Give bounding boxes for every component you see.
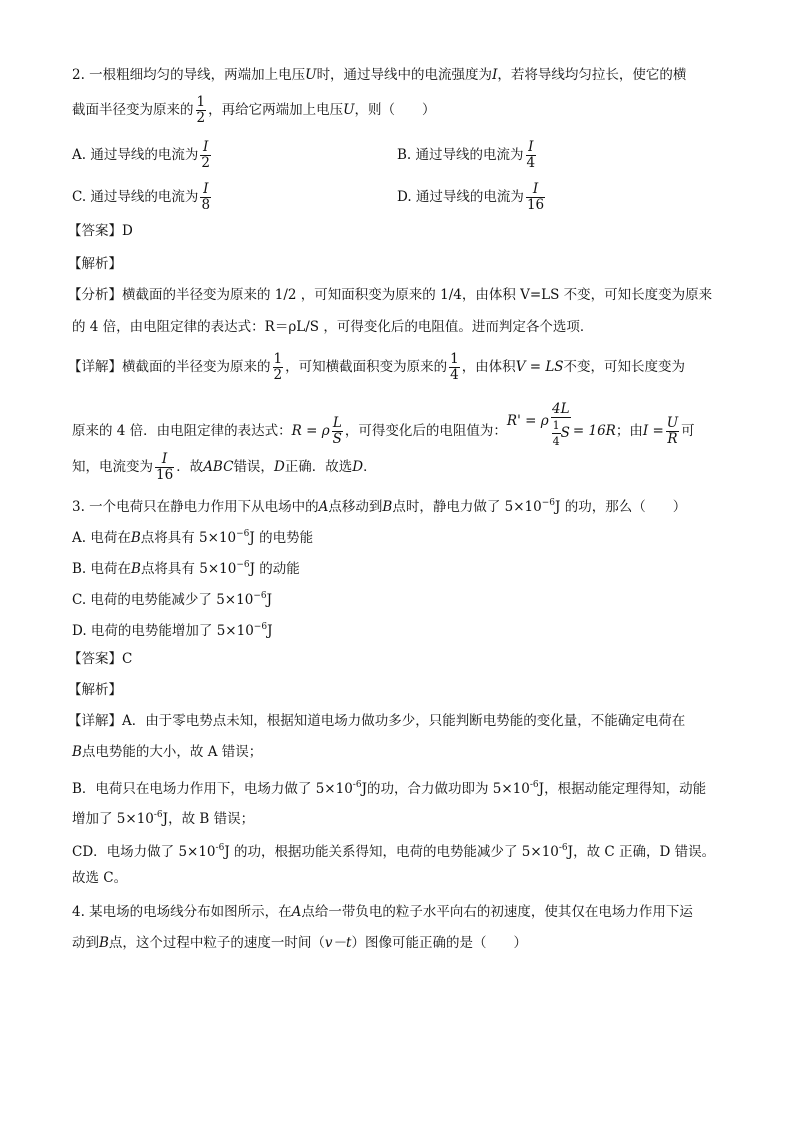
q3-detail-2: B点电势能的大小，故 A 错误；: [72, 744, 263, 760]
q2-fenxi-1: 【分析】横截面的半径变为原来的 1/2 ，可知面积变为原来的 1/4，由体积 V=LS 不变，可知长度变为原来: [68, 287, 713, 303]
q4-stem-1: 4. 某电场的电场线分布如图所示，在A点给一带负电的粒子水平向右的初速度，使其仅在电场力作用下运: [72, 904, 693, 920]
q3-detail-4: 增加了 $5\times 10^{-6}J$，故 B 错误；: [72, 810, 255, 827]
q3-analysis-tag: 【解析】: [68, 682, 122, 698]
q3-detail-3: B．电荷只在电场力作用下，电场力做了 $5\times 10^{-6}J$的功，合力做功即为 $5\times 10^{-6}J$，根据动能定理得知，动能: [72, 780, 707, 797]
q3-answer: 【答案】C: [68, 651, 133, 667]
q3-option-d: D. 电荷的电势能增加了 $5\times 10^{-6}J$: [72, 622, 273, 639]
q2-fenxi-2: 的 4 倍，由电阻定律的表达式：R＝ρL/S ，可得变化后的电阻值。进而判定各个选项．: [72, 319, 594, 335]
q2-stem-line-1: 2. 一根粗细均匀的导线，两端加上电压U时，通过导线中的电流强度为I，若将导线均匀拉长，使它的横: [72, 67, 687, 83]
q2-option-b: B. 通过导线的电流为 $\frac{I}{4}$: [397, 139, 536, 171]
q3-detail-1: 【详解】A．由于零电势点未知，根据知道电场力做功多少，只能判断电势能的变化量，不能确定电荷在: [68, 713, 686, 729]
q2-detail-3: 知，电流变为 $\frac{I}{16}$ ．故ABC错误，D正确．故选D．: [72, 451, 377, 483]
q2-analysis-tag: 【解析】: [68, 256, 122, 272]
q3-option-c: C. 电荷的电势能减少了 $5\times 10^{-6}J$: [72, 591, 273, 608]
q3-stem: 3. 一个电荷只在静电力作用下从电场中的A点移动到B点时，静电力做了 $5\times 10^{-6}J$ 的功，那么（ ）: [72, 498, 687, 515]
q3-detail-6: 故选 C。: [72, 870, 128, 886]
q3-option-a: A. 电荷在B点将具有 $5\times 10^{-6}J$ 的电势能: [72, 529, 314, 546]
q4-stem-2: 动到B点，这个过程中粒子的速度一时间（v－t）图像可能正确的是（ ）: [72, 935, 527, 951]
q2-option-c: C. 通过导线的电流为 $\frac{I}{8}$: [72, 181, 211, 213]
q2-detail-2: 原来的 4 倍．由电阻定律的表达式：R = ρ $\frac{L}{S}$ ，可得变化后的电阻值为：R' = ρ 4L $\frac{1}{4}$ S = 16R；由I = $\frac{U}{R}$ 可: [72, 401, 695, 448]
q3-detail-5: CD．电场力做了 $5\times 10^{-6}J$ 的功，根据功能关系得知，电荷的电势能减少了 $5\times 10^{-6}J$，故 C 正确，D 错误。: [72, 843, 716, 860]
q2-option-d: D. 通过导线的电流为 $\frac{I}{16}$: [397, 181, 545, 213]
q2-option-a: A. 通过导线的电流为 $\frac{I}{2}$: [72, 139, 210, 171]
q2-detail-1: 【详解】横截面的半径变为原来的 $\frac{1}{2}$ ，可知横截面积变为原来的 $\frac{1}{4}$ ，由体积V = LS不变，可知长度变为: [68, 351, 686, 383]
fraction-half: $\frac{1}{2}$: [196, 94, 206, 126]
q2-answer: 【答案】D: [68, 223, 133, 239]
q2-stem-line-2: 截面半径变为原来的 $\frac{1}{2}$ ，再给它两端加上电压U，则（ ）: [72, 94, 436, 126]
q3-option-b: B. 电荷在B点将具有 $5\times 10^{-6}J$ 的动能: [72, 560, 300, 577]
